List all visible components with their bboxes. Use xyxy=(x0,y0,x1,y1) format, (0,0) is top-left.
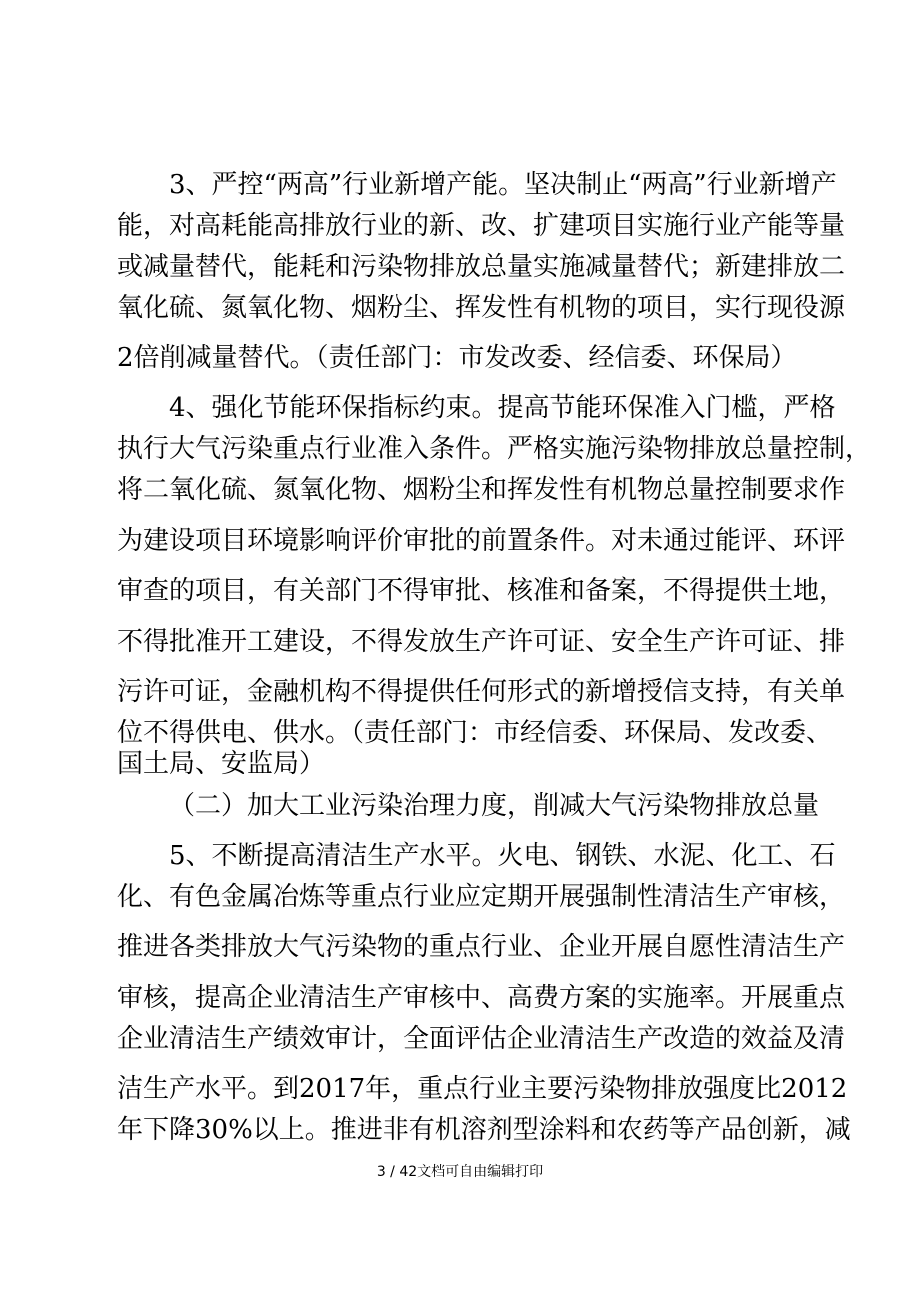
paragraph-4-line-6: 不得批准开工建设，不得发放生产许可证、安全生产许可证、排 xyxy=(117,627,846,657)
paragraph-4-line-4: 为建设项目环境影响评价审批的前置条件。对未通过能评、环评 xyxy=(117,526,846,556)
paragraph-4-line-1: 4、强化节能环保指标约束。提高节能环保准入门槛，严格 xyxy=(169,393,836,423)
paragraph-5-line-4: 审核，提高企业清洁生产审核中、高费方案的实施率。开展重点 xyxy=(117,983,846,1013)
page-footer: 3 / 42文档可自由编辑打印 xyxy=(376,1164,544,1180)
paragraph-5-line-3: 推进各类排放大气污染物的重点行业、企业开展自愿性清洁生产 xyxy=(117,932,846,962)
paragraph-3-line-2: 能，对高耗能高排放行业的新、改、扩建项目实施行业产能等量 xyxy=(117,211,846,241)
paragraph-4-line-8: 位不得供电、供水。（责任部门：市经信委、环保局、发改委、 xyxy=(117,718,833,748)
paragraph-5-line-6: 洁生产水平。到2017年，重点行业主要污染物排放强度比2012 xyxy=(117,1074,848,1104)
paragraph-3-line-1: 3、严控“两高”行业新增产能。坚决制止“两高”行业新增产 xyxy=(169,170,837,200)
paragraph-4-line-5: 审查的项目，有关部门不得审批、核准和备案，不得提供土地， xyxy=(117,576,846,606)
paragraph-4-line-3: 将二氧化硫、氮氧化物、烟粉尘和挥发性有机物总量控制要求作 xyxy=(117,475,846,505)
paragraph-5-line-7: 年下降30%以上。推进非有机溶剂型涂料和农药等产品创新，减 xyxy=(117,1115,851,1145)
paragraph-5-line-2: 化、有色金属冶炼等重点行业应定期开展强制性清洁生产审核， xyxy=(117,882,846,912)
paragraph-3-line-3: 或减量替代，能耗和污染物排放总量实施减量替代；新建排放二 xyxy=(117,252,846,282)
paragraph-4-line-2: 执行大气污染重点行业准入条件。严格实施污染物排放总量控制， xyxy=(117,434,872,464)
paragraph-4-line-9: 国土局、安监局） xyxy=(117,749,326,779)
paragraph-3-line-4: 氧化硫、氮氧化物、烟粉尘、挥发性有机物的项目，实行现役源 xyxy=(117,293,846,323)
paragraph-4-line-7: 污许可证，金融机构不得提供任何形式的新增授信支持，有关单 xyxy=(117,677,846,707)
paragraph-5-line-5: 企业清洁生产绩效审计，全面评估企业清洁生产改造的效益及清 xyxy=(117,1024,846,1054)
paragraph-5-line-1: 5、不断提高清洁生产水平。火电、钢铁、水泥、化工、石 xyxy=(169,841,836,871)
paragraph-3-line-5: 2倍削减量替代。（责任部门：市发改委、经信委、环保局） xyxy=(117,343,797,373)
section-heading-2: （二）加大工业污染治理力度，削减大气污染物排放总量 xyxy=(169,791,820,821)
